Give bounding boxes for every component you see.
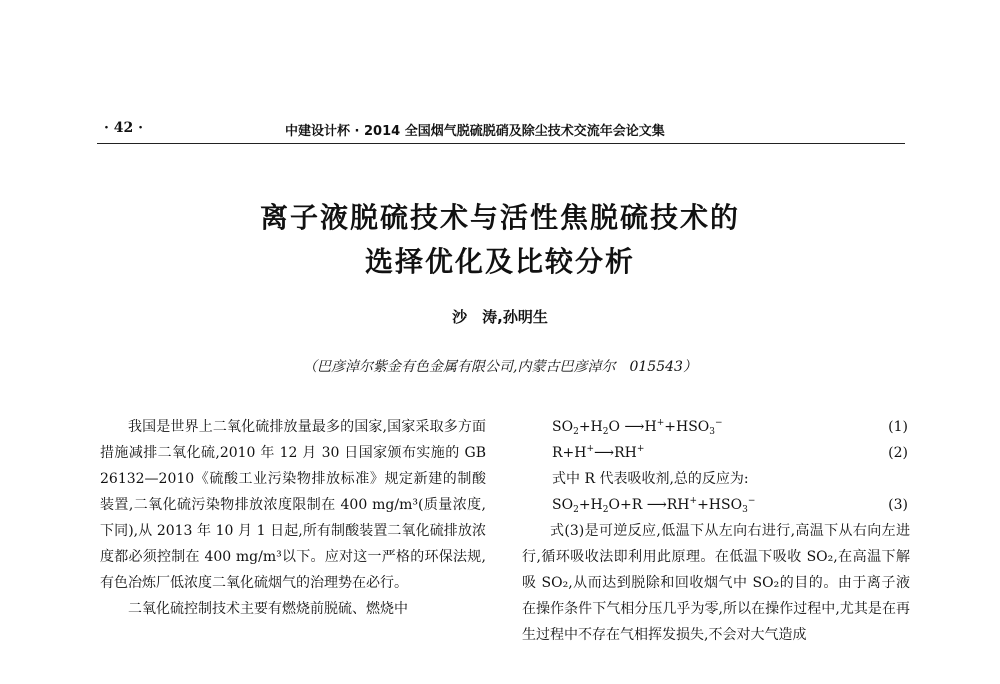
body-paragraph: 式(3)是可逆反应,低温下从左向右进行,高温下从右向左进行,循环吸收法即利用此原理。在低温下吸收 SO₂,在高温下解吸 SO₂,从而达到脱除和回收烟气中 SO₂的目的。由于离子液在操作条件下气相分压几乎为零,所以在操作过程中,尤其是在再生过程中不存在气相挥发损失,不会对大气造成 xyxy=(522,523,910,643)
page-number: · 42 · xyxy=(104,120,143,136)
equation-3-number: (3) xyxy=(888,497,908,513)
equation-3-formula: $SO_2+H_2O+R$ $⟶RH^++HSO_3^-$ xyxy=(552,496,756,515)
authors: 沙 涛,孙明生 xyxy=(452,308,548,326)
body-paragraph: 二氧化硫控制技术主要有燃烧前脱硫、燃烧中 xyxy=(128,601,408,617)
equation-2-number: (2) xyxy=(888,445,908,461)
equation-1-number: (1) xyxy=(888,419,908,435)
affiliation: （巴彦淖尔紫金有色金属有限公司,内蒙古巴彦淖尔 015543） xyxy=(303,359,697,375)
header-rule xyxy=(97,143,905,144)
equation-2 xyxy=(522,440,910,466)
paper-title-line-1: 离子液脱硫技术与活性焦脱硫技术的 xyxy=(259,201,740,234)
equation-1-formula: $SO_2+H_2O$ $⟶H^++HSO_3^-$ xyxy=(552,418,723,437)
left-column xyxy=(100,414,486,622)
journal-header: 中建设计杯 · 2014 全国烟气脱硫脱硝及除尘技术交流年会论文集 xyxy=(285,124,665,139)
equation-3 xyxy=(522,492,910,518)
paper-title-line-2: 选择优化及比较分析 xyxy=(364,245,635,278)
right-column xyxy=(522,414,910,648)
equation-2-formula: R+H+⟶RH+ xyxy=(552,444,645,461)
equation-note: 式中 R 代表吸收剂,总的反应为: xyxy=(552,471,749,487)
body-paragraph: 我国是世界上二氧化硫排放量最多的国家,国家采取多方面措施减排二氧化硫,2010 年 12 月 30 日国家颁布实施的 GB 26132—2010《硫酸工业污染物排放标准》规定新建的制酸装置,二氧化硫污染物排放浓度限制在 400 mg/m³(质量浓度,下同),从 2013 年 10 月 1 日起,所有制酸装置二氧化硫排放浓度都必须控制在 400 mg/m³以下。应对这一严格的环保法规,有色冶炼厂低浓度二氧化硫烟气的治理势在必行。 xyxy=(100,419,486,591)
equation-1 xyxy=(522,414,910,440)
